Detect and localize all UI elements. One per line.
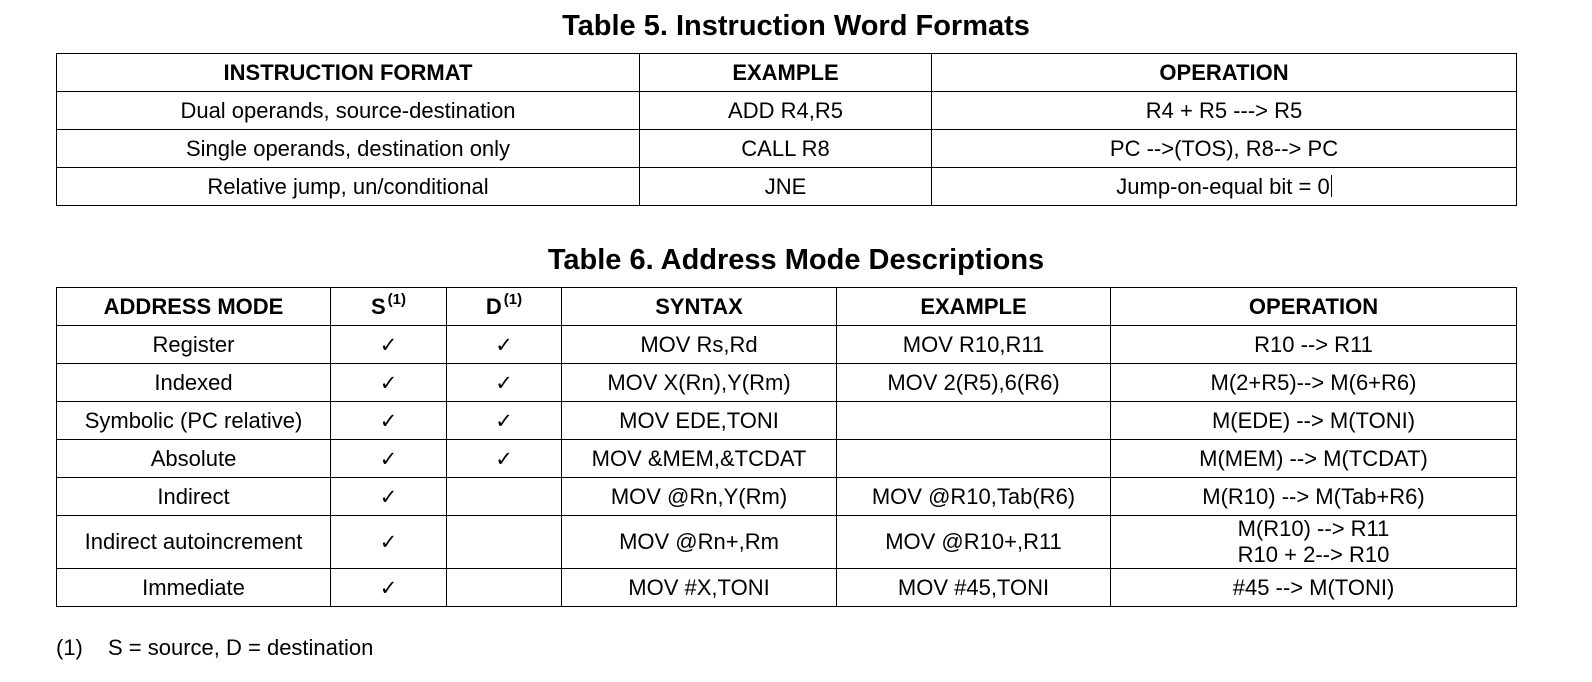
cell-address-mode: Register	[57, 326, 331, 364]
cell-syntax: MOV Rs,Rd	[562, 326, 837, 364]
cell-example: MOV #45,TONI	[837, 569, 1111, 607]
cell-example	[837, 402, 1111, 440]
cell-source-check: ✓	[331, 569, 447, 607]
table-row	[57, 569, 1517, 607]
cell-source-check: ✓	[331, 326, 447, 364]
address-mode-rows	[57, 326, 1517, 607]
cell-operation: PC -->(TOS), R8--> PC	[932, 130, 1517, 168]
cell-address-mode: Indirect	[57, 478, 331, 516]
cell-syntax: MOV EDE,TONI	[562, 402, 837, 440]
footnote-ref: (1)	[503, 290, 523, 308]
cell-operation: R4 + R5 ---> R5	[932, 92, 1517, 130]
operation-line: M(MEM) --> M(TCDAT)	[1199, 445, 1428, 471]
instruction-word-formats-table	[56, 53, 1517, 206]
table-row	[57, 130, 1517, 168]
cell-syntax: MOV &MEM,&TCDAT	[562, 440, 837, 478]
cell-destination-check: ✓	[447, 440, 562, 478]
cell-example	[837, 440, 1111, 478]
address-mode-descriptions-table	[56, 287, 1517, 607]
cell-operation	[1111, 569, 1517, 607]
footnote-ref: (1)	[387, 290, 407, 308]
footnote-text: S = source, D = destination	[108, 635, 374, 660]
cell-operation[interactable]	[932, 168, 1517, 206]
cell-address-mode: Immediate	[57, 569, 331, 607]
table-row	[57, 92, 1517, 130]
cell-address-mode: Absolute	[57, 440, 331, 478]
table-row	[57, 478, 1517, 516]
header-address-mode: ADDRESS MODE	[57, 288, 331, 326]
table-row	[57, 516, 1517, 569]
cell-format: Dual operands, source-destination	[57, 92, 640, 130]
header-example: EXAMPLE	[837, 288, 1111, 326]
cell-source-check: ✓	[331, 364, 447, 402]
operation-line: M(2+R5)--> M(6+R6)	[1210, 369, 1417, 395]
cell-syntax: MOV X(Rn),Y(Rm)	[562, 364, 837, 402]
cell-operation	[1111, 326, 1517, 364]
cell-operation	[1111, 440, 1517, 478]
header-destination	[447, 288, 562, 326]
cell-syntax: MOV @Rn,Y(Rm)	[562, 478, 837, 516]
footnote-mark: (1)	[56, 635, 83, 660]
cell-format: Relative jump, un/conditional	[57, 168, 640, 206]
cell-destination-check	[447, 516, 562, 569]
header-source-label: S	[370, 293, 386, 319]
operation-line: M(R10) --> R11	[1237, 516, 1390, 541]
table-header-row	[57, 288, 1517, 326]
table-row	[57, 326, 1517, 364]
cell-syntax: MOV #X,TONI	[562, 569, 837, 607]
cell-destination-check	[447, 569, 562, 607]
operation-line: R10 --> R11	[1254, 331, 1373, 357]
operation-line: #45 --> M(TONI)	[1232, 574, 1395, 600]
table-header-row	[57, 54, 1517, 92]
cell-operation	[1111, 478, 1517, 516]
cell-syntax: MOV @Rn+,Rm	[562, 516, 837, 569]
cell-example: MOV R10,R11	[837, 326, 1111, 364]
header-operation: OPERATION	[932, 54, 1517, 92]
cell-operation	[1111, 516, 1517, 569]
cell-destination-check: ✓	[447, 402, 562, 440]
cell-example: MOV 2(R5),6(R6)	[837, 364, 1111, 402]
cell-example: ADD R4,R5	[640, 92, 932, 130]
cell-example: CALL R8	[640, 130, 932, 168]
cell-operation	[1111, 364, 1517, 402]
cell-format: Single operands, destination only	[57, 130, 640, 168]
cell-operation	[1111, 402, 1517, 440]
cell-source-check: ✓	[331, 440, 447, 478]
cell-operation-text: Jump-on-equal bit = 0	[1116, 173, 1330, 199]
header-destination-label: D	[485, 293, 502, 319]
header-syntax: SYNTAX	[562, 288, 837, 326]
cell-address-mode: Indexed	[57, 364, 331, 402]
table-row	[57, 364, 1517, 402]
cell-source-check: ✓	[331, 478, 447, 516]
cell-destination-check: ✓	[447, 326, 562, 364]
operation-line: R10 + 2--> R10	[1237, 542, 1390, 567]
header-source	[331, 288, 447, 326]
cell-source-check: ✓	[331, 402, 447, 440]
table-6-caption: Table 6. Address Mode Descriptions	[547, 244, 1045, 276]
cell-destination-check	[447, 478, 562, 516]
cell-destination-check: ✓	[447, 364, 562, 402]
cell-address-mode: Symbolic (PC relative)	[57, 402, 331, 440]
operation-line: M(EDE) --> M(TONI)	[1211, 407, 1416, 433]
table-row	[57, 440, 1517, 478]
cell-example: MOV @R10+,R11	[837, 516, 1111, 569]
text-cursor	[1331, 175, 1332, 197]
cell-example: JNE	[640, 168, 932, 206]
header-example: EXAMPLE	[640, 54, 932, 92]
table-row	[57, 168, 1517, 206]
cell-address-mode: Indirect autoincrement	[57, 516, 331, 569]
table-row	[57, 402, 1517, 440]
footnote	[56, 635, 373, 661]
table-5-caption: Table 5. Instruction Word Formats	[562, 10, 1030, 42]
header-instruction-format: INSTRUCTION FORMAT	[57, 54, 640, 92]
header-operation: OPERATION	[1111, 288, 1517, 326]
cell-source-check: ✓	[331, 516, 447, 569]
operation-line: M(R10) --> M(Tab+R6)	[1202, 483, 1425, 509]
cell-example: MOV @R10,Tab(R6)	[837, 478, 1111, 516]
